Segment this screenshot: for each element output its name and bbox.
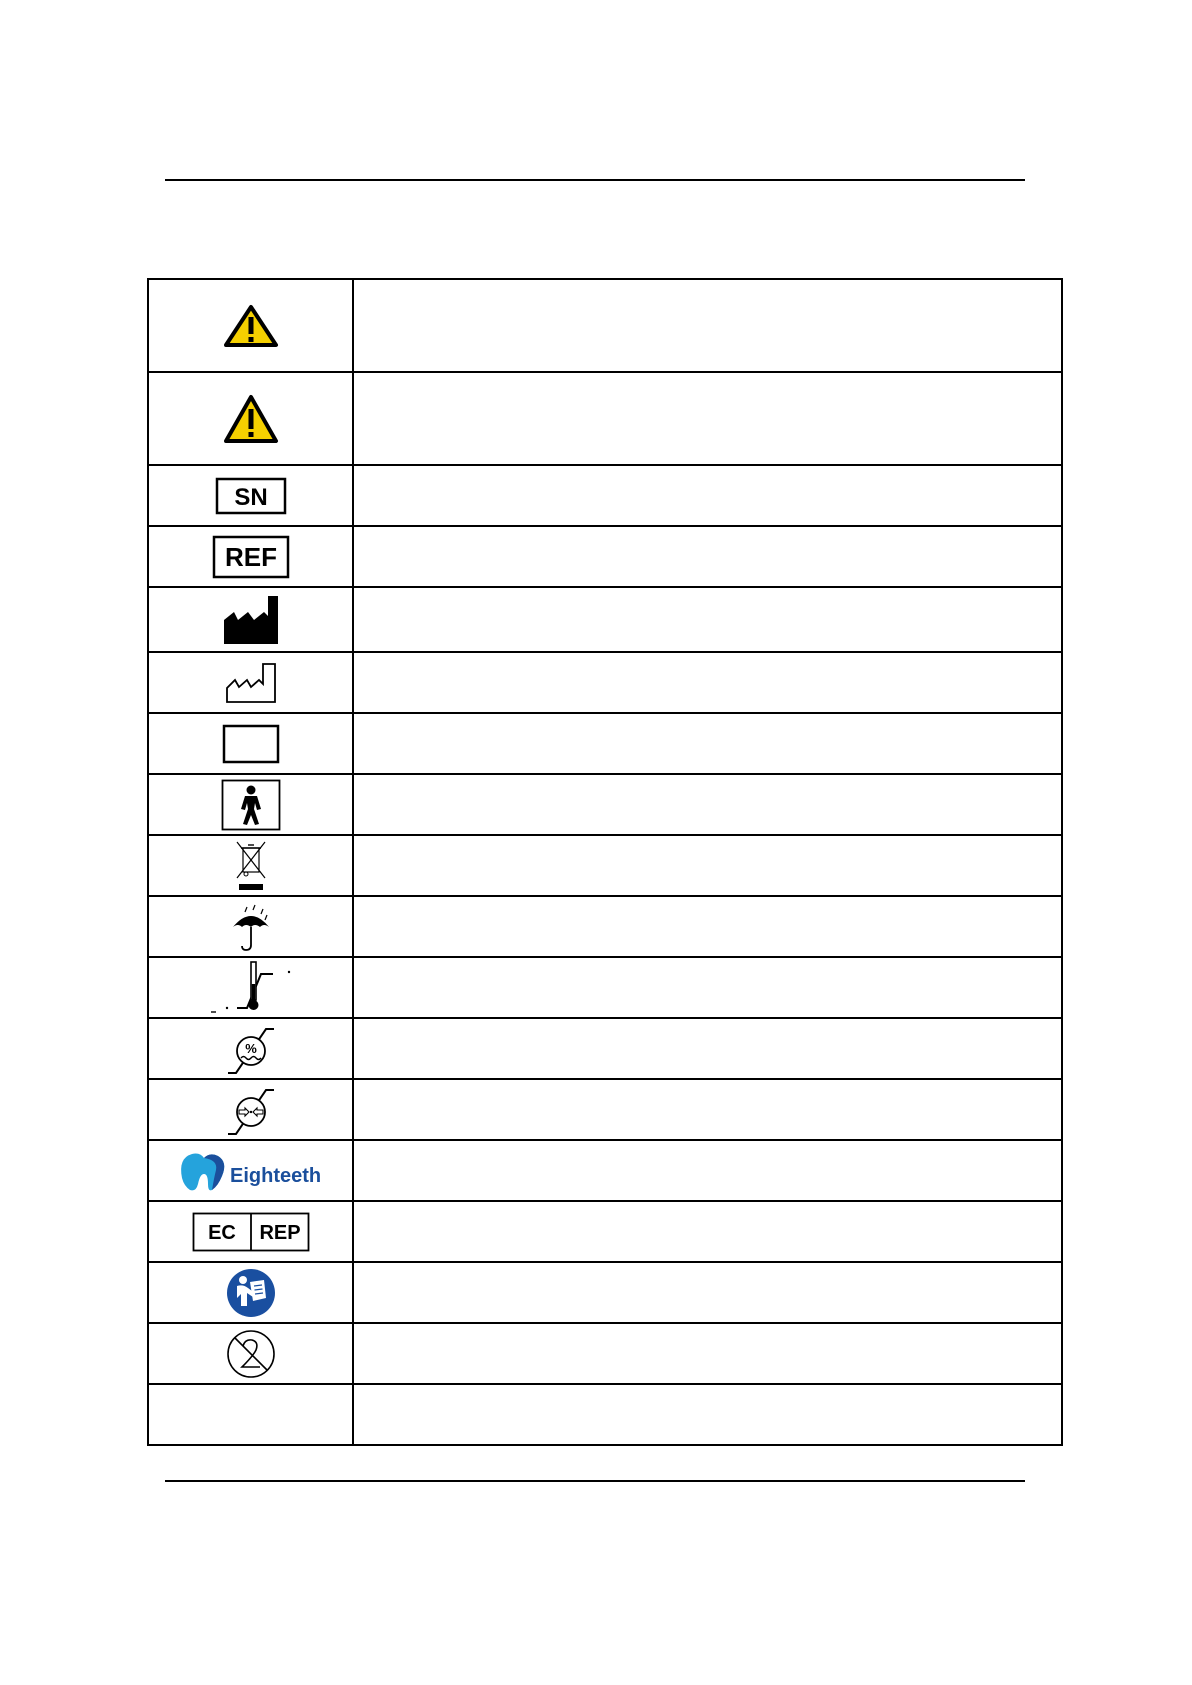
symbol-cell xyxy=(148,1262,353,1323)
weee-crossed-bin-icon xyxy=(149,840,352,892)
symbols-table xyxy=(147,278,1063,1446)
symbol-cell xyxy=(148,652,353,713)
table-row xyxy=(148,896,1062,957)
manufacturer-icon xyxy=(149,594,352,646)
footer-rule xyxy=(165,1480,1025,1482)
description-cell xyxy=(353,957,1062,1018)
table-row xyxy=(148,372,1062,465)
description-cell xyxy=(353,1384,1062,1445)
table-row xyxy=(148,957,1062,1018)
svg-text:REF: REF xyxy=(224,541,277,572)
warning-triangle-icon xyxy=(149,394,352,444)
table-row xyxy=(148,1323,1062,1384)
header-rule xyxy=(165,179,1025,181)
type-b-applied-part-icon xyxy=(149,779,352,831)
atmospheric-pressure-limit-icon xyxy=(149,1084,352,1136)
description-cell xyxy=(353,774,1062,835)
ec-rep-icon xyxy=(149,1212,352,1252)
serial-number-icon xyxy=(149,477,352,515)
catalogue-number-icon xyxy=(149,535,352,579)
description-cell xyxy=(353,896,1062,957)
symbol-cell xyxy=(148,713,353,774)
table-row xyxy=(148,652,1062,713)
warning-triangle-icon xyxy=(149,304,352,348)
table-row xyxy=(148,1018,1062,1079)
table-row xyxy=(148,587,1062,652)
description-cell xyxy=(353,372,1062,465)
svg-text:REP: REP xyxy=(258,1221,301,1244)
humidity-limit-icon xyxy=(149,1023,352,1075)
symbol-cell xyxy=(148,1140,353,1201)
table-row xyxy=(148,835,1062,896)
description-cell xyxy=(353,465,1062,526)
table-row xyxy=(148,713,1062,774)
table-row xyxy=(148,279,1062,372)
symbol-cell xyxy=(148,774,353,835)
consult-instructions-icon xyxy=(149,1268,352,1318)
temperature-limit-icon xyxy=(149,960,352,1016)
symbol-cell xyxy=(148,1384,353,1445)
svg-text:EC: EC xyxy=(207,1221,236,1244)
description-cell xyxy=(353,1323,1062,1384)
description-cell xyxy=(353,1201,1062,1262)
table-row xyxy=(148,1262,1062,1323)
table-row xyxy=(148,1079,1062,1140)
symbol-cell xyxy=(148,1201,353,1262)
symbol-cell xyxy=(148,587,353,652)
symbol-cell xyxy=(148,1079,353,1140)
symbol-cell xyxy=(148,279,353,372)
table-row xyxy=(148,1201,1062,1262)
description-cell xyxy=(353,652,1062,713)
svg-text:%: % xyxy=(244,1040,257,1056)
table-row xyxy=(148,526,1062,587)
description-cell xyxy=(353,587,1062,652)
table-row xyxy=(148,1384,1062,1445)
svg-text:Eighteeth: Eighteeth xyxy=(229,1164,321,1187)
table-row xyxy=(148,774,1062,835)
description-cell xyxy=(353,835,1062,896)
description-cell xyxy=(353,279,1062,372)
description-cell xyxy=(353,713,1062,774)
keep-dry-umbrella-icon xyxy=(149,901,352,953)
symbol-cell xyxy=(148,957,353,1018)
blank-box-icon xyxy=(149,724,352,764)
table-row xyxy=(148,1140,1062,1201)
symbol-cell xyxy=(148,1018,353,1079)
date-of-manufacture-icon xyxy=(149,662,352,704)
svg-text:SN: SN xyxy=(233,483,268,511)
symbol-cell xyxy=(148,835,353,896)
symbol-cell xyxy=(148,372,353,465)
description-cell xyxy=(353,1140,1062,1201)
symbol-cell xyxy=(148,896,353,957)
symbol-cell xyxy=(148,526,353,587)
description-cell xyxy=(353,1079,1062,1140)
symbol-cell xyxy=(148,465,353,526)
symbol-cell xyxy=(148,1323,353,1384)
table-row xyxy=(148,465,1062,526)
description-cell xyxy=(353,1018,1062,1079)
do-not-reuse-icon xyxy=(149,1329,352,1379)
eighteeth-logo-icon xyxy=(149,1148,352,1194)
description-cell xyxy=(353,1262,1062,1323)
description-cell xyxy=(353,526,1062,587)
